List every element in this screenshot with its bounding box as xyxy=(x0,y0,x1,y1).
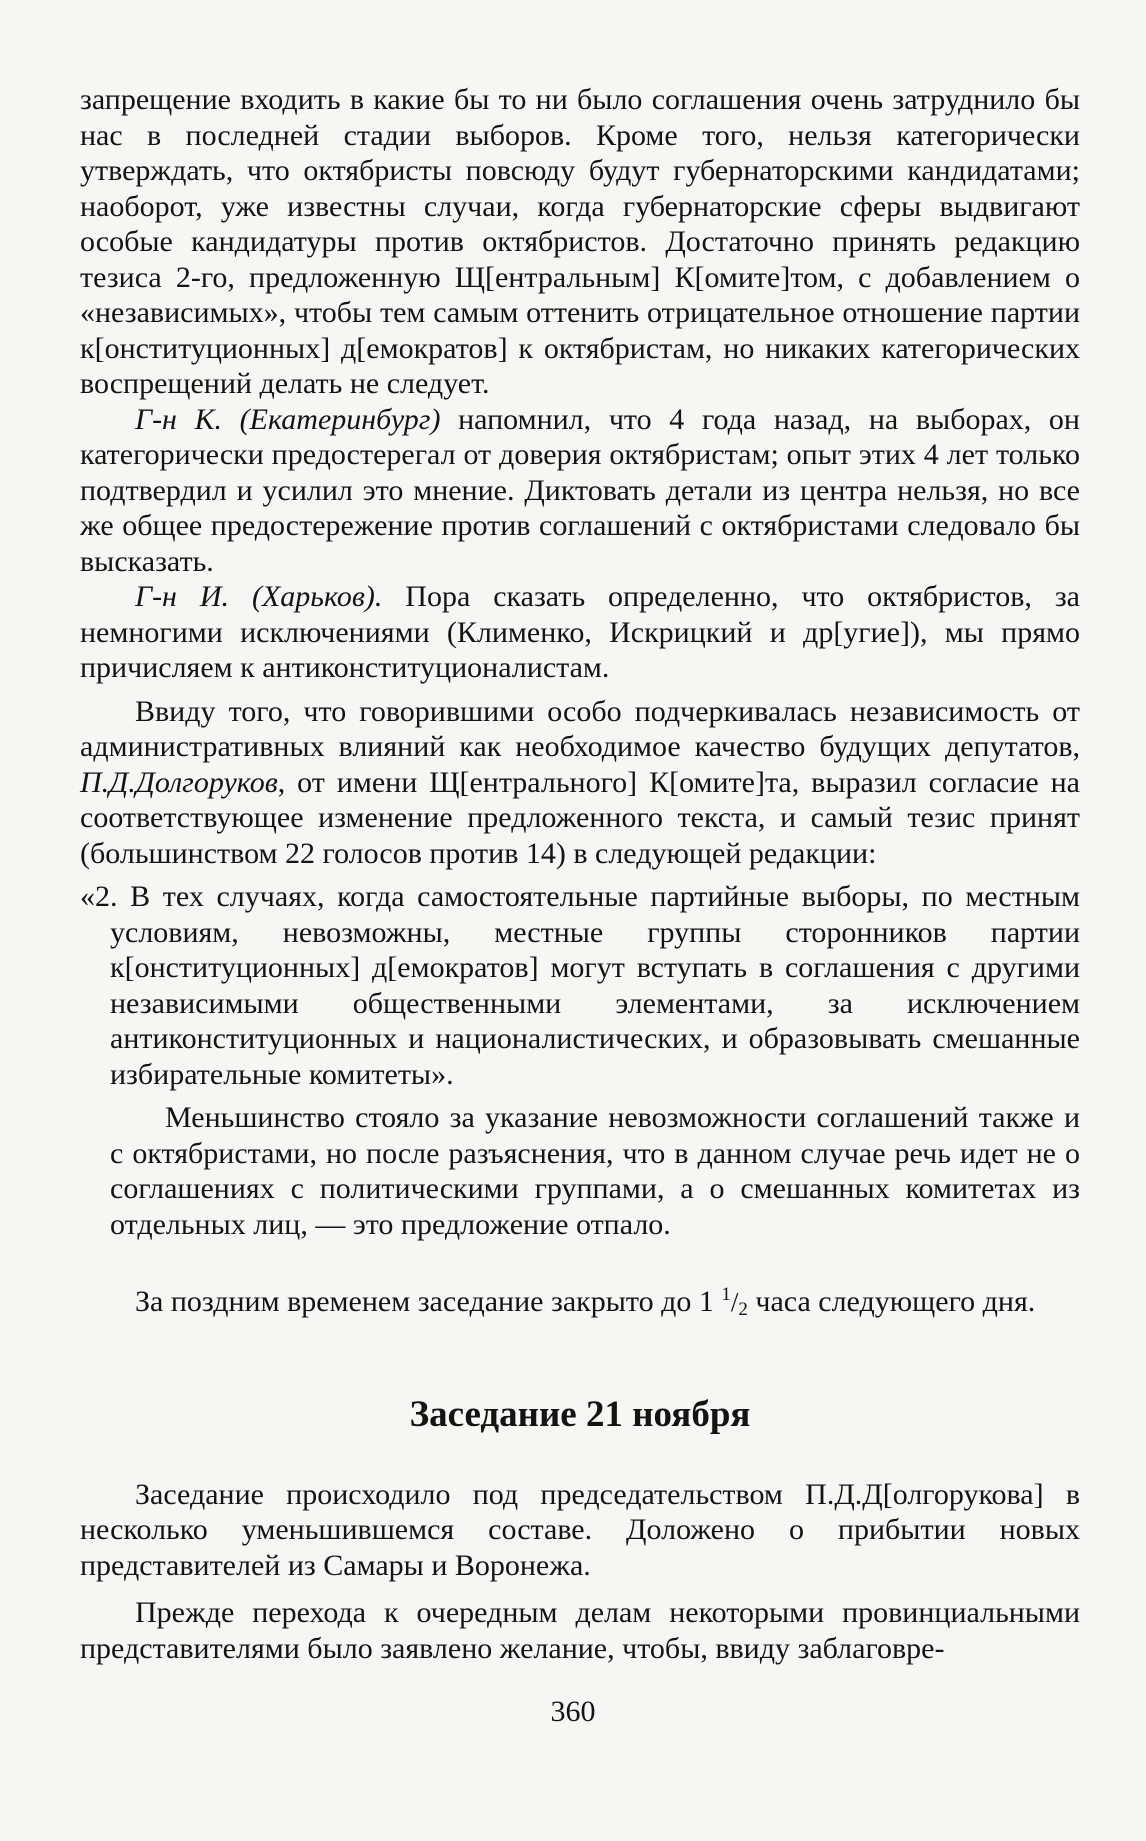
speech-text: Пора сказать определенно, что октябристов, за немногими исключениями (Клименко, Искрицкий и др[угие]), мы прямо причисляем к антиконституционалистам. xyxy=(80,580,1080,684)
person-name: П.Д.Долгоруков xyxy=(80,765,278,799)
page-number: 360 xyxy=(550,1695,596,1728)
closing-text-start: За поздним временем заседание закрыто до 1 xyxy=(135,1285,722,1318)
speaker-kharkov: Г-н И. (Харьков). xyxy=(135,580,383,613)
paragraph-dissent-continuation: запрещение входить в какие бы то ни было соглашения очень затруднило бы нас в последней стадии выборов. Кроме того, нельзя категорически утверждать, что октябристы повсюду будут губернаторскими кандидатами; наоборот, уже известны случаи, когда губернаторские сферы выдвигают особые кандидатуры против октябристов. Достаточно принять редакцию тезиса 2-го, предложенную Щ[ентральным] К[омите]том, с добавлением о «независимых», чтобы тем самым оттенить отрицательное отношение партии к[онституционных] д[емократов] к октябристам, но никаких категорических воспрещений делать не следует. xyxy=(80,83,1080,400)
paragraph-provincial-request: Прежде перехода к очередным делам некоторыми провинциальными представителями было заявлено желание, чтобы, ввиду заблаговре- xyxy=(80,1596,1080,1665)
body-text xyxy=(80,82,1080,1666)
fraction-half xyxy=(721,1284,748,1320)
speaker-ekaterinburg: Г-н К. (Екатеринбург) xyxy=(135,402,441,436)
paragraph-resolution xyxy=(80,694,1080,872)
fraction-denominator: 2 xyxy=(738,1299,748,1320)
resolution-text-start: Ввиду того, что говорившими особо подчеркивалась независимость от административных влияний как необходимое качество будущих депутатов, xyxy=(80,694,1080,763)
resolution-text-end: , от имени Щ[ентрального] К[омите]та, выразил согласие на соответствующее изменение предложенного текста, и самый тезис принят (большинством 22 голосов против 14) в следующей редакции: xyxy=(80,765,1080,870)
fraction-numerator: 1 xyxy=(721,1284,731,1305)
section-heading: Заседание 21 ноября xyxy=(409,1393,751,1435)
thesis-quote: «2. В тех случаях, когда самостоятельные партийные выборы, по местным условиям, невозможны, местные группы сторонников партии к[онституционных] д[емократов] могут вступать в соглашения с другими независимыми общественными элементами, за исключением антиконституционных и националистических, и образовывать смешанные избирательные комитеты». xyxy=(80,880,1080,1091)
speech-text: напомнил, что 4 года назад, на выборах, он категорически предостерегал от доверия октябристам; опыт этих 4 лет только подтвердил и усилил это мнение. Диктовать детали из центра нельзя, но все же общее предостережение против соглашений с октябристами следовало бы высказать. xyxy=(80,402,1080,578)
paragraph-kharkov-delegate xyxy=(80,579,1080,686)
paragraph-minority-opinion: Меньшинство стояло за указание невозможности соглашений также и с октябристами, но после разъяснения, что в данном случае речь идет не о соглашениях с политическими группами, а о смешанных комитетах из отдельных лиц, — это предложение отпало. xyxy=(110,1101,1080,1241)
fraction-slash: / xyxy=(730,1287,739,1317)
paragraph-session-chair: Заседание происходило под председательством П.Д.Д[олгорукова] в несколько уменьшившемся составе. Доложено о прибытии новых представителей из Самары и Воронежа. xyxy=(80,1477,1080,1582)
closing-text-end: часа следующего дня. xyxy=(747,1285,1036,1318)
paragraph-session-closed xyxy=(80,1284,1080,1321)
paragraph-ekaterinburg-delegate xyxy=(80,402,1080,580)
